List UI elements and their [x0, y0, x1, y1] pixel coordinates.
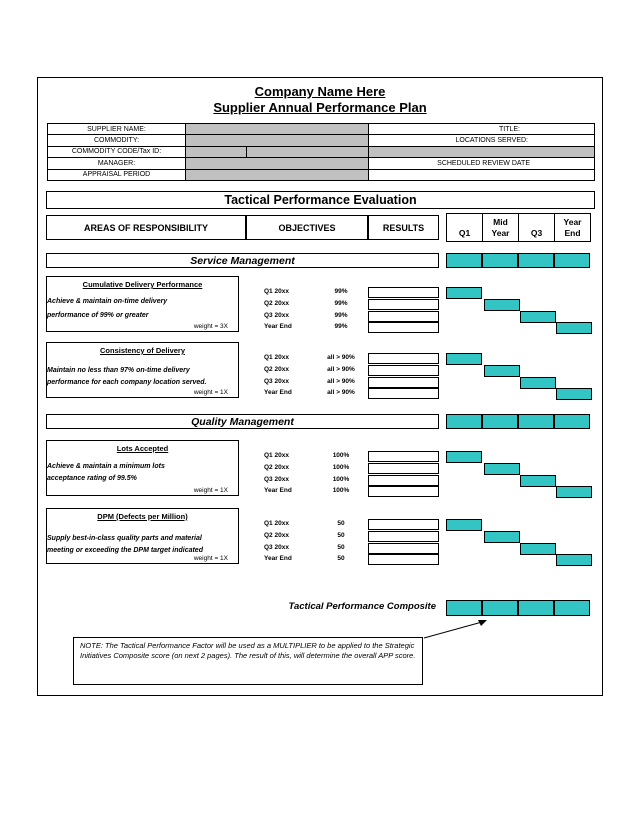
- supplier-info-table: [47, 123, 595, 181]
- commodity-label: COMMODITY:: [48, 135, 186, 146]
- result-input[interactable]: [368, 311, 439, 322]
- quarter-teal-cell: [446, 287, 482, 299]
- teal-cell: [482, 600, 518, 616]
- area-desc-line2: meeting or exceeding the DPM target indicated: [47, 547, 203, 554]
- quality-teal-row: [446, 414, 590, 429]
- tactical-evaluation-title: Tactical Performance Evaluation: [46, 191, 595, 209]
- col-objectives-header: OBJECTIVES: [246, 215, 368, 240]
- company-name: Company Name Here: [254, 84, 386, 99]
- result-input[interactable]: [368, 519, 439, 530]
- area-box: [46, 508, 239, 564]
- appraisal-period-field[interactable]: [186, 169, 369, 180]
- objective-target: 99%: [334, 300, 348, 307]
- col-areas-header: AREAS OF RESPONSIBILITY: [46, 215, 246, 240]
- teal-cell: [482, 253, 518, 268]
- manager-field[interactable]: [186, 158, 369, 169]
- area-weight: weight = 3X: [193, 323, 228, 330]
- manager-label: MANAGER:: [48, 158, 186, 169]
- supplier-name-label: SUPPLIER NAME:: [48, 124, 186, 135]
- quarter-header-q1: Q1: [447, 214, 483, 242]
- area-box: [46, 276, 239, 332]
- teal-cell: [518, 253, 554, 268]
- teal-cell: [446, 253, 482, 268]
- area-weight: weight = 1X: [193, 389, 228, 396]
- quarter-header-table: [446, 213, 591, 242]
- area-desc-line1: Achieve & maintain on-time delivery: [47, 298, 168, 305]
- quarter-teal-cell: [556, 322, 592, 334]
- supplier-name-field[interactable]: [186, 124, 369, 135]
- objective-target: 99%: [334, 288, 348, 295]
- quarter-header-q3: Q3: [519, 214, 555, 242]
- commodity-field[interactable]: [186, 135, 369, 146]
- objective-target: 50: [337, 544, 345, 551]
- plan-title: Supplier Annual Performance Plan: [213, 100, 427, 115]
- result-input[interactable]: [368, 365, 439, 376]
- objective-target: 100%: [332, 452, 350, 459]
- objective-target: 99%: [334, 312, 348, 319]
- objective-target: 99%: [334, 323, 348, 330]
- objective-target: 50: [337, 532, 345, 539]
- result-input[interactable]: [368, 353, 439, 364]
- objective-period: Q1 20xx: [264, 354, 289, 361]
- quarter-teal-cell: [446, 451, 482, 463]
- result-input[interactable]: [368, 531, 439, 542]
- result-input[interactable]: [368, 486, 439, 497]
- area-desc-line2: acceptance rating of 99.5%: [47, 475, 137, 482]
- teal-cell: [482, 414, 518, 429]
- area-weight: weight = 1X: [193, 487, 228, 494]
- review-date-field[interactable]: [369, 169, 595, 180]
- area-desc-line1: Maintain no less than 97% on-time delivery: [47, 367, 190, 374]
- objective-period: Q1 20xx: [264, 452, 289, 459]
- objective-target: 50: [337, 520, 345, 527]
- area-title: Lots Accepted: [116, 444, 169, 453]
- result-input[interactable]: [368, 543, 439, 554]
- title-label: TITLE:: [369, 124, 595, 135]
- quarter-teal-cell: [446, 519, 482, 531]
- objective-period: Year End: [264, 555, 292, 562]
- quarter-teal-cell: [484, 531, 520, 543]
- objective-target: all > 90%: [327, 366, 355, 373]
- teal-cell: [446, 414, 482, 429]
- objective-target: 100%: [332, 476, 350, 483]
- composite-label: Tactical Performance Composite: [288, 601, 436, 612]
- area-box: [46, 342, 239, 398]
- objective-period: Q2 20xx: [264, 464, 289, 471]
- objective-period: Q2 20xx: [264, 366, 289, 373]
- quarter-teal-cell: [446, 353, 482, 365]
- objective-target: all > 90%: [327, 354, 355, 361]
- result-input[interactable]: [368, 299, 439, 310]
- objective-period: Q3 20xx: [264, 476, 289, 483]
- objective-target: 100%: [332, 464, 350, 471]
- result-input[interactable]: [368, 322, 439, 333]
- area-desc-line2: performance of 99% or greater: [47, 312, 149, 319]
- objective-period: Year End: [264, 323, 292, 330]
- objective-target: all > 90%: [327, 389, 355, 396]
- commodity-code-label: COMMODITY CODE/Tax ID:: [48, 146, 186, 157]
- area-desc-line2: performance for each company location served.: [47, 379, 207, 386]
- objective-period: Q1 20xx: [264, 288, 289, 295]
- commodity-code-field[interactable]: [186, 146, 247, 157]
- objective-period: Year End: [264, 487, 292, 494]
- area-weight: weight = 1X: [193, 555, 228, 562]
- teal-cell: [554, 253, 590, 268]
- teal-cell: [554, 600, 590, 616]
- quarter-teal-cell: [556, 486, 592, 498]
- objective-period: Q2 20xx: [264, 532, 289, 539]
- quarter-teal-cell: [484, 299, 520, 311]
- teal-cell: [446, 600, 482, 616]
- result-input[interactable]: [368, 475, 439, 486]
- result-input[interactable]: [368, 451, 439, 462]
- objective-period: Q1 20xx: [264, 520, 289, 527]
- area-title: Consistency of Delivery: [99, 346, 186, 355]
- note-box: NOTE: The Tactical Performance Factor will be used as a MULTIPLIER to be applied to the Strategic Initiatives Composite score (on next 2 pages). The result of this, will determine the overall APP score.: [73, 637, 423, 685]
- quarter-teal-cell: [520, 543, 556, 555]
- quarter-teal-cell: [484, 365, 520, 377]
- col-results-header: RESULTS: [368, 215, 439, 240]
- objective-period: Q3 20xx: [264, 312, 289, 319]
- objective-period: Year End: [264, 389, 292, 396]
- quarter-teal-cell: [520, 311, 556, 323]
- result-input[interactable]: [368, 377, 439, 388]
- quarter-teal-cell: [520, 475, 556, 487]
- area-box: [46, 440, 239, 496]
- scheduled-review-label: SCHEDULED REVIEW DATE: [369, 158, 595, 169]
- result-input[interactable]: [368, 287, 439, 298]
- quarter-teal-cell: [556, 388, 592, 400]
- objective-target: 100%: [332, 487, 350, 494]
- quarter-teal-cell: [556, 554, 592, 566]
- quarter-header-year-end: Year End: [555, 214, 591, 242]
- area-desc-line1: Achieve & maintain a minimum lots: [47, 463, 165, 470]
- teal-cell: [554, 414, 590, 429]
- teal-cell: [518, 600, 554, 616]
- objective-period: Q2 20xx: [264, 300, 289, 307]
- objective-target: 50: [337, 555, 345, 562]
- composite-teal-row: [446, 600, 590, 616]
- objective-period: Q3 20xx: [264, 544, 289, 551]
- service-teal-row: [446, 253, 590, 268]
- teal-cell: [518, 414, 554, 429]
- tax-id-field[interactable]: [247, 146, 369, 157]
- area-desc-line1: Supply best-in-class quality parts and material: [47, 535, 202, 542]
- quality-management-bar: Quality Management: [46, 414, 439, 429]
- result-input[interactable]: [368, 388, 439, 399]
- quarter-teal-cell: [520, 377, 556, 389]
- locations-served-field[interactable]: [369, 146, 595, 157]
- objective-period: Q3 20xx: [264, 378, 289, 385]
- area-title: Cumulative Delivery Performance: [82, 280, 203, 289]
- quarter-header-mid-year: Mid Year: [483, 214, 519, 242]
- quarter-teal-cell: [484, 463, 520, 475]
- result-input[interactable]: [368, 463, 439, 474]
- appraisal-period-label: APPRAISAL PERIOD: [48, 169, 186, 180]
- objective-target: all > 90%: [327, 378, 355, 385]
- service-management-bar: Service Management: [46, 253, 439, 268]
- locations-served-label: LOCATIONS SERVED:: [369, 135, 595, 146]
- area-title: DPM (Defects per Million): [97, 512, 188, 521]
- result-input[interactable]: [368, 554, 439, 565]
